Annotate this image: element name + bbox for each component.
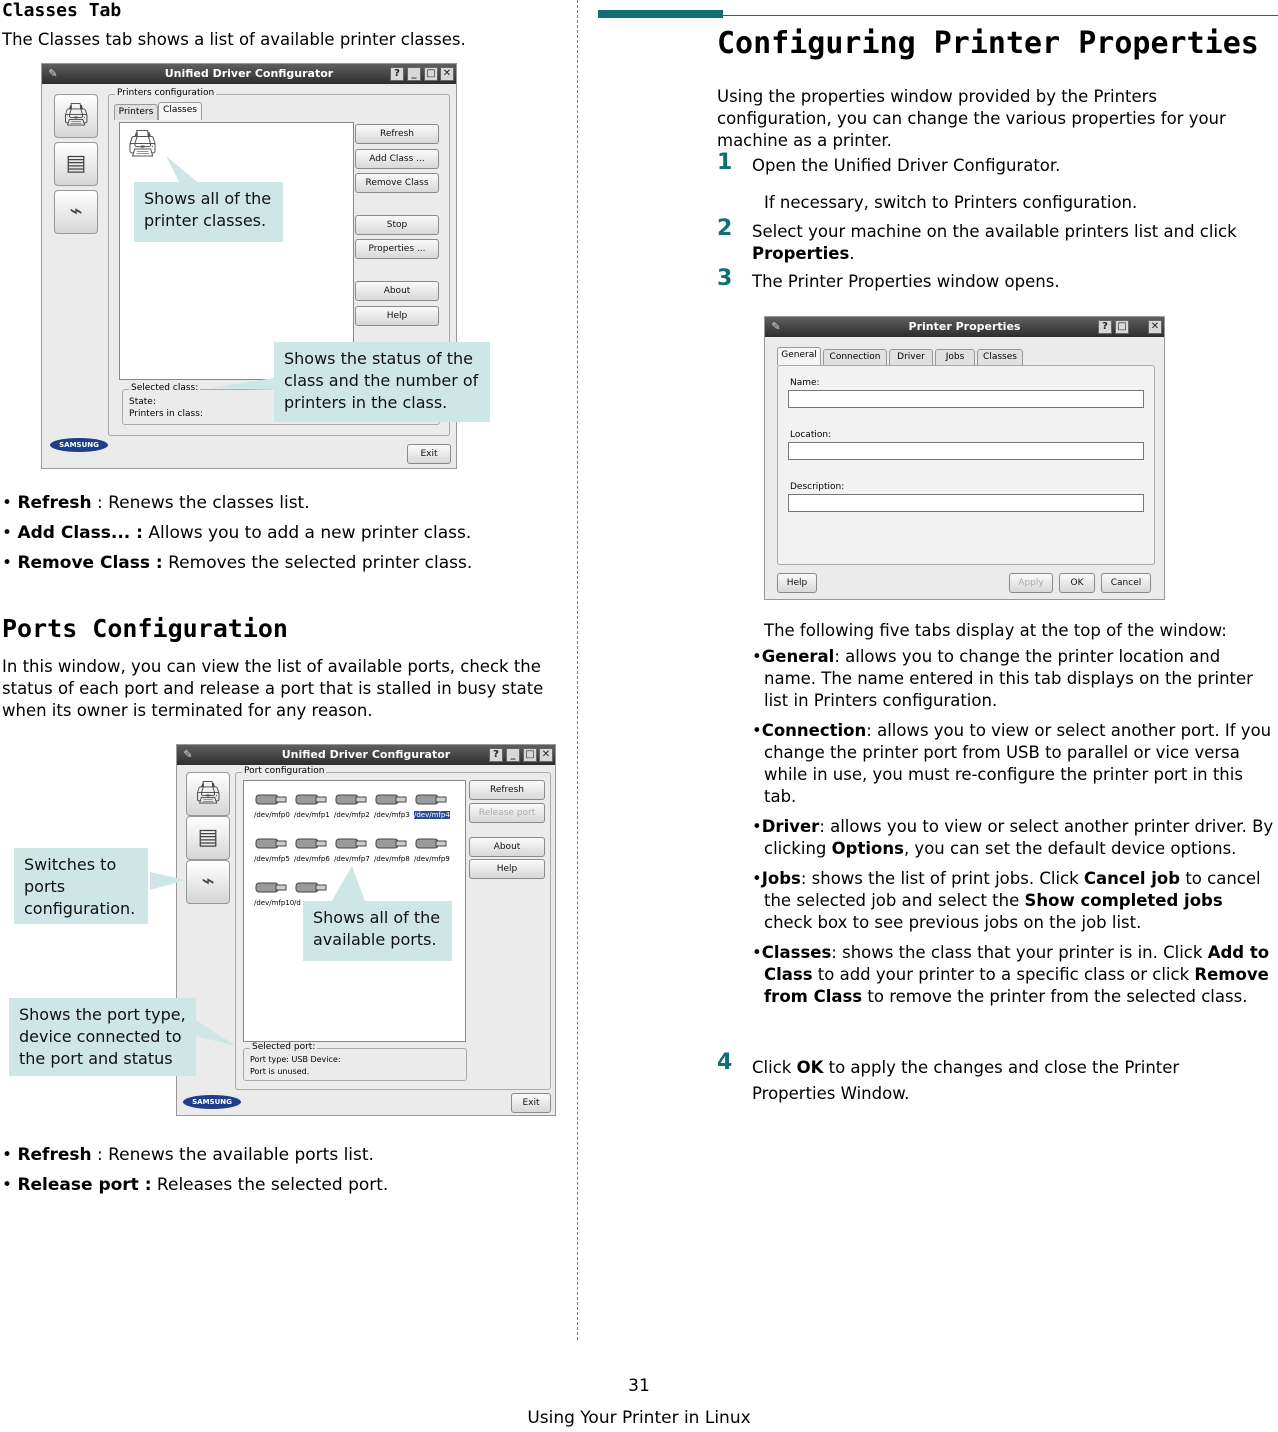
release-port-button[interactable]: Release port (469, 803, 545, 823)
ports-intro: In this window, you can view the list of available ports, check the status of each port and release a port that is stalled in busy state when its owner is terminated for any reason. (2, 657, 544, 720)
right-intro: Using the properties window provided by the Printers configuration, you can change the various properties for your machine as a printer. (717, 87, 1226, 150)
tab-driver[interactable]: Driver (889, 349, 933, 365)
window-titlebar (42, 64, 456, 84)
page-title: Configuring Printer Properties (717, 26, 1259, 61)
ports-configuration-heading: Ports Configuration (2, 614, 288, 643)
port-label: /dev/mfp6 (294, 855, 330, 863)
port-icon[interactable] (292, 833, 328, 853)
group-label: Port configuration (244, 766, 325, 776)
window-titlebar (177, 745, 555, 765)
location-field[interactable] (788, 442, 1144, 460)
help-icon[interactable]: ? (390, 67, 404, 81)
tab-jobs[interactable]: Jobs (935, 349, 975, 365)
callout-pointer-porttype (196, 1020, 236, 1046)
callout-class-status: Shows the status of the class and the number of printers in the class. (274, 342, 490, 422)
callout-pointer-classes (166, 156, 200, 184)
remove-class-button[interactable]: Remove Class (355, 173, 439, 193)
port-label: /dev/mfp7 (334, 855, 370, 863)
window-titlebar (765, 317, 1164, 337)
port-type-label: Port type: USB Device: (250, 1055, 341, 1064)
column-divider (577, 0, 578, 1340)
port-icon[interactable] (292, 789, 328, 809)
add-class-button[interactable]: Add Class ... (355, 149, 439, 169)
step-text: Click OK to apply the changes and close the Printer Properties Window. (752, 1058, 1180, 1103)
port-label: /dev/mfp4 (414, 811, 450, 819)
port-label: /dev/mfp3 (374, 811, 410, 819)
list-item: • Remove Class : Removes the selected printer class. (2, 553, 473, 573)
selected-class-label: Selected class: (131, 383, 199, 393)
step-number: 1 (717, 150, 733, 175)
tabs-description-list (752, 646, 1274, 1008)
port-label: /dev/mfp5 (254, 855, 290, 863)
callout-switches-ports: Switches to ports configuration. (14, 848, 148, 924)
callout-port-type: Shows the port type, device connected to the port and status (9, 998, 196, 1076)
heading-accent-bar (598, 10, 723, 18)
heading-rule (723, 15, 1278, 16)
port-label: /dev/mfp2 (334, 811, 370, 819)
printer-properties-screenshot (764, 316, 1165, 600)
classes-bullet-list (2, 488, 562, 578)
step-number: 2 (717, 216, 733, 241)
window-logo-icon: ✎ (771, 320, 781, 333)
callout-printer-classes: Shows all of the printer classes. (134, 182, 283, 242)
step-subtext: If necessary, switch to Printers configuration. (764, 193, 1138, 212)
tab-connection[interactable]: Connection (823, 349, 887, 365)
page-number: 31 (628, 1376, 650, 1396)
samsung-logo: SAMSUNG (183, 1095, 241, 1109)
classes-intro: The Classes tab shows a list of available printer classes. (2, 30, 466, 49)
printer-class-icon: 🖨 (126, 129, 160, 159)
port-icon[interactable] (332, 789, 368, 809)
exit-button[interactable]: Exit (407, 444, 451, 464)
printer-config-icon[interactable]: 🖨 (54, 94, 98, 138)
scanner-config-icon[interactable]: ▤ (54, 142, 98, 186)
tab-printers[interactable]: Printers (114, 104, 158, 120)
window-logo-icon: ✎ (183, 748, 193, 761)
scanner-config-icon[interactable]: ▤ (186, 816, 230, 860)
help-icon[interactable]: ? (489, 748, 503, 762)
step-text: Select your machine on the available printers list and click Properties. (752, 222, 1237, 263)
general-tab-panel (777, 365, 1155, 565)
printers-in-class-label: Printers in class: (129, 409, 203, 419)
refresh-button[interactable]: Refresh (355, 124, 439, 144)
window-title: Unified Driver Configurator (281, 748, 451, 761)
window-title: Unified Driver Configurator (164, 67, 334, 80)
tab-classes[interactable]: Classes (158, 102, 202, 120)
port-label: /dev/mfp10 (254, 899, 295, 907)
group-label: Printers configuration (117, 88, 215, 98)
ports-bullet-list (2, 1140, 562, 1200)
about-button[interactable]: About (469, 837, 545, 857)
tabs-intro: The following five tabs display at the top of the window: (764, 621, 1227, 640)
help-icon[interactable]: ? (1098, 320, 1112, 334)
list-item: • Refresh : Renews the classes list. (2, 493, 310, 513)
list-item: •Connection: allows you to view or select another port. If you change the printer port from USB to parallel or vice versa while in use, you must re-configure the printer port in this tab. (752, 721, 1272, 806)
tab-general[interactable]: General (777, 347, 821, 365)
port-icon[interactable] (252, 789, 288, 809)
callout-pointer-ports (330, 866, 366, 904)
properties-button[interactable]: Properties ... (355, 239, 439, 259)
about-button[interactable]: About (355, 281, 439, 301)
apply-button[interactable]: Apply (1009, 573, 1053, 593)
maximize-icon[interactable]: □ (1115, 320, 1129, 334)
name-label: Name: (790, 378, 820, 388)
samsung-logo: SAMSUNG (50, 438, 108, 452)
close-icon[interactable]: ✕ (1148, 320, 1162, 334)
description-label: Description: (790, 482, 845, 492)
list-item: • Add Class... : Allows you to add a new printer class. (2, 523, 472, 543)
callout-pointer-switches (150, 872, 186, 890)
step-text: Open the Unified Driver Configurator. (752, 156, 1061, 175)
list-item: •Driver: allows you to view or select another printer driver. By clicking Options, you can set the default device options. (752, 817, 1274, 858)
port-label: /d (294, 899, 301, 907)
maximize-icon[interactable]: □ (424, 67, 438, 81)
port-icon[interactable] (412, 789, 448, 809)
port-label: /dev/mfp0 (254, 811, 290, 819)
minimize-icon[interactable]: _ (506, 748, 520, 762)
window-title: Printer Properties (908, 320, 1021, 333)
port-icon[interactable] (252, 833, 288, 853)
printer-config-icon[interactable]: 🖨 (186, 772, 230, 816)
minimize-icon[interactable]: _ (407, 67, 421, 81)
help-button[interactable]: Help (777, 573, 817, 593)
maximize-icon[interactable]: □ (523, 748, 537, 762)
step-number: 4 (717, 1050, 733, 1075)
footer-chapter: Using Your Printer in Linux (527, 1408, 751, 1428)
list-item: •Classes: shows the class that your printer is in. Click Add to Class to add your printer to a specific class or click Remove from Class to remove the printer from the selected class. (752, 943, 1270, 1006)
list-item: •General: allows you to change the printer location and name. The name entered in this tab displays on the printer list in Printers configuration. (752, 647, 1253, 710)
close-icon[interactable]: ✕ (539, 748, 553, 762)
callout-pointer-status (210, 378, 274, 390)
close-icon[interactable]: ✕ (440, 67, 454, 81)
help-button[interactable]: Help (355, 306, 439, 326)
port-label: /dev/mfp9 (414, 855, 450, 863)
list-item: • Release port : Releases the selected port. (2, 1175, 389, 1195)
name-field[interactable] (788, 390, 1144, 408)
refresh-button[interactable]: Refresh (469, 780, 545, 800)
selected-port-label: Selected port: (252, 1042, 316, 1052)
exit-button[interactable]: Exit (511, 1093, 551, 1113)
ports-config-icon[interactable]: ⌁ (186, 860, 230, 904)
port-icon[interactable] (372, 789, 408, 809)
description-field[interactable] (788, 494, 1144, 512)
list-item: •Jobs: shows the list of print jobs. Click Cancel job to cancel the selected job and select the Show completed jobs check box to see previous jobs on the job list. (752, 869, 1261, 932)
port-icon[interactable] (372, 833, 408, 853)
port-label: /dev/mfp1 (294, 811, 330, 819)
classes-tab-heading: Classes Tab (2, 0, 122, 21)
ok-button[interactable]: OK (1059, 573, 1095, 593)
step-text: The Printer Properties window opens. (752, 272, 1060, 291)
list-item: • Refresh : Renews the available ports list. (2, 1145, 374, 1165)
cancel-button[interactable]: Cancel (1101, 573, 1151, 593)
ports-config-icon[interactable]: ⌁ (54, 190, 98, 234)
location-label: Location: (790, 430, 832, 440)
port-status-label: Port is unused. (250, 1067, 310, 1076)
window-logo-icon: ✎ (48, 67, 58, 80)
port-label: /dev/mfp8 (374, 855, 410, 863)
port-icon[interactable] (332, 833, 368, 853)
step-number: 3 (717, 266, 733, 291)
help-button[interactable]: Help (469, 859, 545, 879)
port-icon[interactable] (412, 833, 448, 853)
stop-button[interactable]: Stop (355, 215, 439, 235)
state-label: State: (129, 397, 156, 407)
callout-available-ports: Shows all of the available ports. (303, 901, 452, 961)
tab-classes[interactable]: Classes (977, 349, 1023, 365)
